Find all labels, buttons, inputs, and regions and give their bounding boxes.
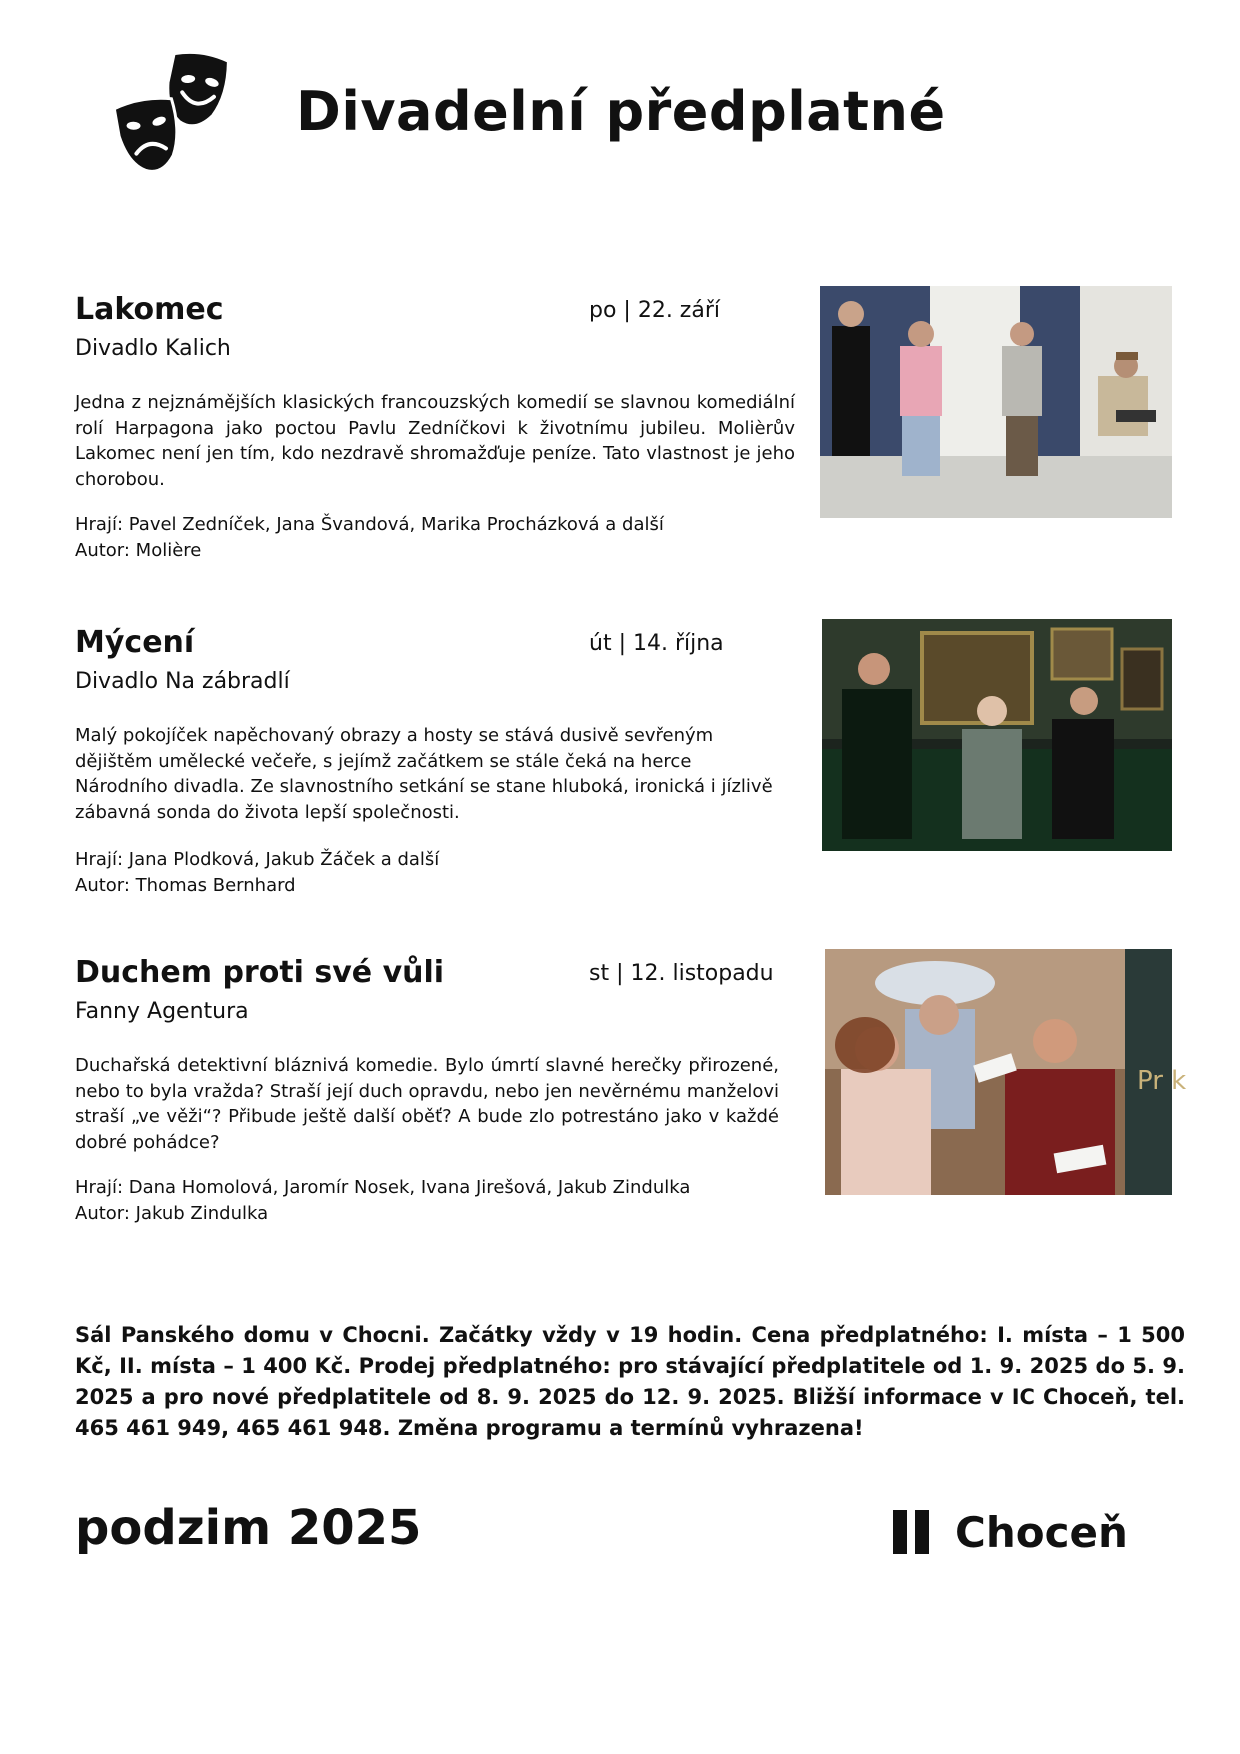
page-title: Divadelní předplatné <box>296 80 946 143</box>
logo-bars-icon <box>893 1510 929 1554</box>
event-title: Mýcení <box>75 625 195 660</box>
event-author: Autor: Molière <box>75 539 202 561</box>
event-author: Autor: Jakub Zindulka <box>75 1202 269 1224</box>
event-credits <box>75 847 439 898</box>
event-photo-lakomec <box>820 286 1172 518</box>
event-venue: Divadlo Na zábradlí <box>75 669 290 694</box>
event-author: Autor: Thomas Bernhard <box>75 874 296 896</box>
event-date: út | 14. října <box>589 631 724 656</box>
subscription-info: Sál Panského domu v Chocni. Začátky vždy v 19 hodin. Cena předplatného: I. místa – 1 500 Kč, II. místa – 1 400 Kč. Prodej předplatného: pro stávající předplatitele od 1. 9. 2025 do 5. 9. 2025 a pro nové předplatitele od 8. 9. 2025 do 12. 9. 2025. Bližší informace v IC Choceň, tel. 465 461 949, 465 461 948. Změna programu a termínů vyhrazena! <box>75 1323 1185 1440</box>
event-title: Duchem proti své vůli <box>75 955 445 990</box>
event-description: Jedna z nejznámějších klasických francouzských komedií se slavnou komediální rolí Harpagona jako poctou Pavlu Zedníčkovi k životnímu jubileu. Molièrův Lakomec není jen tím, kdo nezdravě shromažďuje peníze. Tato vlastnost je jeho chorobou. <box>75 392 795 490</box>
poster-text: Pr k <box>1137 1066 1187 1096</box>
event-photo-duchem <box>825 949 1187 1195</box>
season-label: podzim 2025 <box>75 1500 422 1556</box>
event-date: po | 22. září <box>589 298 720 323</box>
event-title: Lakomec <box>75 292 224 327</box>
event-credits <box>75 512 664 563</box>
event-cast: Hrají: Dana Homolová, Jaromír Nosek, Ivana Jirešová, Jakub Zindulka <box>75 1177 691 1198</box>
town-logo <box>893 1508 1128 1556</box>
event-credits <box>75 1175 690 1226</box>
event-date: st | 12. listopadu <box>589 961 774 986</box>
event-venue: Fanny Agentura <box>75 999 249 1024</box>
event-cast: Hrají: Jana Plodková, Jakub Žáček a další <box>75 849 440 870</box>
event-description: Malý pokojíček napěchovaný obrazy a hosty se stává dusivě sevřeným dějištěm umělecké večeře, s jejímž začátkem se stále čeká na herce Národního divadla. Ze slavnostního setkání se stane hluboká, ironická i jízlivě zábavná sonda do života lepší společnosti. <box>75 725 773 823</box>
theater-masks-icon <box>114 50 246 182</box>
event-photo-myceni <box>822 619 1172 851</box>
event-cast: Hrají: Pavel Zedníček, Jana Švandová, Marika Procházková a další <box>75 514 664 535</box>
logo-text: Choceň <box>955 1507 1128 1557</box>
event-venue: Divadlo Kalich <box>75 336 231 361</box>
event-description: Duchařská detektivní bláznivá komedie. Bylo úmrtí slavné herečky přirozené, nebo to byla vražda? Straší její duch opravdu, nebo jen nevěrnému manželovi straší „ve věži“? Přibude ještě další oběť? A bude zlo potrestáno jako v každé dobré pohádce? <box>75 1055 779 1153</box>
